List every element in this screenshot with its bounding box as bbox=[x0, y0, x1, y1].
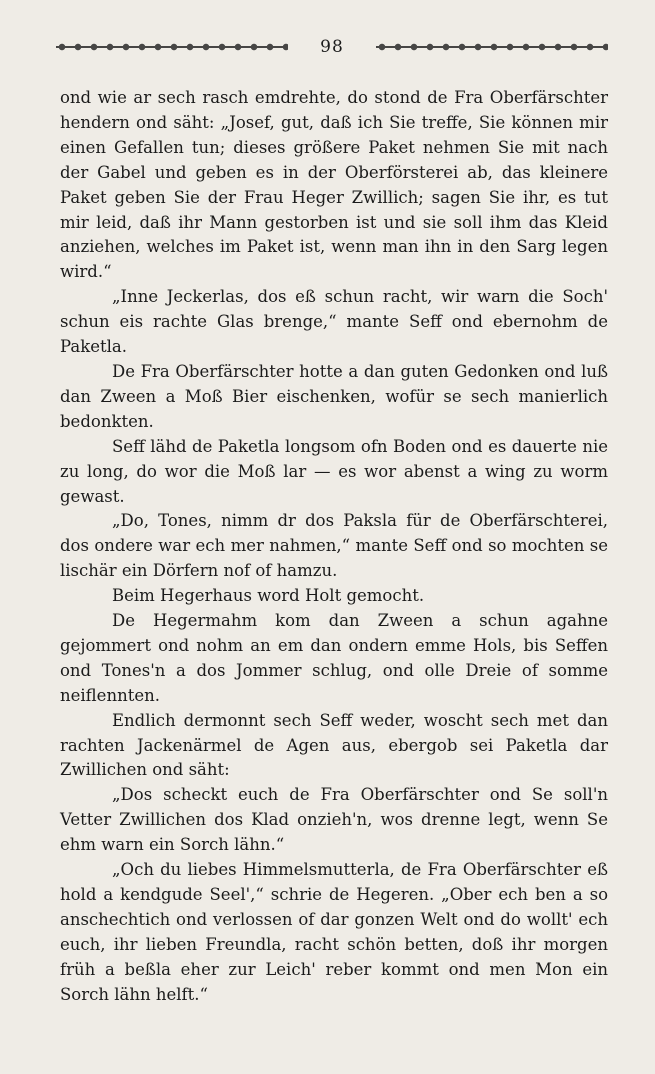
paragraph: Endlich dermonnt sech Seff weder, woscht sech met dan rachten Jackenärmel de Agen aus, ebergob sei Paketla dar Zwillichen ond säht: bbox=[60, 710, 608, 780]
page-header bbox=[56, 34, 608, 60]
paragraph: „Och du liebes Himmelsmutterla, de Fra Oberfärschter eß hold a kendgude Seel',“ schrie de Hegeren. „Ober ech ben a so anschechtich ond verlossen of dar gonzen Welt ond do wollt' ech euch, ihr lieben Freundla, racht schön betten, doß ihr morgen früh a beßla eher zur Leich' reber kommt ond men Mon ein Sorch lähn helft.“ bbox=[60, 860, 608, 1004]
paragraph: De Hegermahm kom dan Zween a schun agahne gejommert ond nohm an em dan ondern emme Hols, bis Seffen ond Tones'n a dos Jommer schlug, ond olle Dreie of somme neiflennten. bbox=[60, 611, 608, 705]
paragraph: ond wie ar sech rasch emdrehte, do stond de Fra Oberfärschter hendern ond säht: „Josef, gut, daß ich Sie treffe, Sie können mir einen Gefallen tun; dieses größere Paket nehmen Sie mit nach der Gabel und geben es in der Oberförsterei ab, das kleinere Paket geben Sie der Frau Heger Zwillich; sagen Sie ihr, es tut mir leid, daß ihr Mann gestorben ist und sie soll ihm das Kleid anziehen, welches im Paket ist, wenn man ihn in den Sarg legen wird.“ bbox=[60, 88, 608, 282]
right-ornament-icon bbox=[376, 40, 608, 54]
paragraph: „Inne Jeckerlas, dos eß schun racht, wir warn die Soch' schun eis rachte Glas brenge,“ mante Seff ond ebernohm de Paketla. bbox=[60, 287, 608, 357]
page-number: 98 bbox=[320, 37, 344, 57]
page-body bbox=[60, 86, 608, 1008]
paragraph: „Do, Tones, nimm dr dos Paksla für de Oberfärschterei, dos ondere war ech mer nahmen,“ mante Seff ond so mochten se lischär ein Dörfern nof of hamzu. bbox=[60, 511, 608, 581]
paragraph: Beim Hegerhaus word Holt gemocht. bbox=[112, 586, 425, 606]
paragraph: Seff lähd de Paketla longsom ofn Boden ond es dauerte nie zu long, do wor die Moß lar — es wor abenst a wing zu worm gewast. bbox=[60, 436, 608, 506]
left-ornament-icon bbox=[56, 40, 288, 54]
paragraph: De Fra Oberfärschter hotte a dan guten Gedonken ond luß dan Zween a Moß Bier eischenken, wofür se sech manierlich bedonkten. bbox=[60, 361, 608, 431]
paragraph: „Dos scheckt euch de Fra Oberfärschter ond Se soll'n Vetter Zwillichen dos Klad onzieh'n, wos drenne legt, wenn Se ehm warn ein Sorch lähn.“ bbox=[60, 785, 608, 855]
